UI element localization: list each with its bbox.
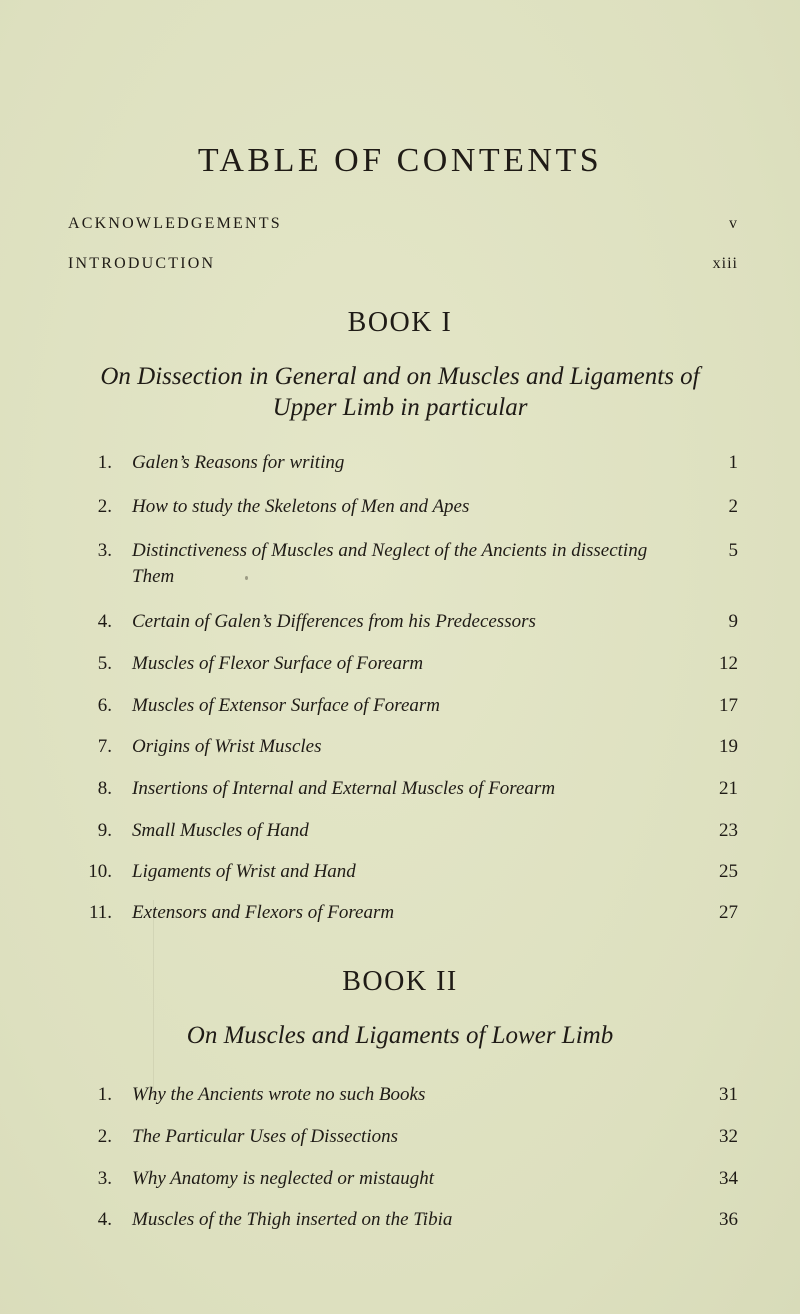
- book-heading: BOOK II: [342, 966, 458, 997]
- chapter-title: Muscles of Flexor Surface of Forearm: [132, 653, 424, 674]
- chapter-number: 1.: [97, 1084, 112, 1105]
- book-subtitle: On Muscles and Ligaments of Lower Limb: [186, 1022, 614, 1049]
- chapter-number: 6.: [97, 695, 112, 716]
- chapter-page: 23: [719, 820, 738, 841]
- book-heading: BOOK I: [347, 307, 453, 338]
- chapter-page: 25: [719, 861, 738, 882]
- chapter-number: 2.: [97, 1126, 112, 1147]
- chapter-page: 9: [728, 611, 738, 632]
- chapter-title: Origins of Wrist Muscles: [132, 736, 322, 757]
- page-title: TABLE OF CONTENTS: [197, 142, 603, 179]
- chapter-title: The Particular Uses of Dissections: [132, 1126, 398, 1147]
- chapter-title: Why the Ancients wrote no such Books: [132, 1084, 426, 1105]
- chapter-title: How to study the Skeletons of Men and Apes: [132, 496, 470, 517]
- chapter-number: 8.: [97, 778, 112, 799]
- chapter-number: 9.: [97, 820, 112, 841]
- chapter-page: 5: [728, 540, 738, 561]
- chapter-page: 12: [719, 653, 738, 674]
- front-matter-label: INTRODUCTION: [68, 255, 216, 272]
- book-subtitle: On Dissection in General and on Muscles and Ligaments of Upper Limb in particular: [100, 363, 700, 421]
- chapter-page: 2: [728, 496, 738, 517]
- chapter-title: Distinctiveness of Muscles and Neglect of the Ancients in dissecting Them: [132, 540, 648, 587]
- chapter-page: 34: [719, 1168, 738, 1189]
- chapter-number: 3.: [97, 1168, 112, 1189]
- chapter-title: Why Anatomy is neglected or mistaught: [132, 1168, 435, 1189]
- chapter-page: 27: [719, 902, 738, 923]
- chapter-page: 32: [719, 1126, 738, 1147]
- chapter-number: 4.: [97, 1209, 112, 1230]
- chapter-number: 1.: [97, 452, 112, 473]
- chapter-title: Insertions of Internal and External Muscles of Forearm: [132, 778, 556, 799]
- chapter-number: 2.: [97, 496, 112, 517]
- chapter-title: Certain of Galen’s Differences from his Predecessors: [132, 611, 536, 632]
- front-matter-page: xiii: [712, 255, 738, 272]
- chapter-number: 10.: [88, 861, 112, 882]
- front-matter-page: v: [729, 215, 738, 232]
- chapter-title: Muscles of Extensor Surface of Forearm: [132, 695, 440, 716]
- chapter-title: Extensors and Flexors of Forearm: [132, 902, 395, 923]
- front-matter-label: ACKNOWLEDGEMENTS: [68, 215, 282, 232]
- chapter-title: Galen’s Reasons for writing: [132, 452, 345, 473]
- chapter-number: 5.: [97, 653, 112, 674]
- paper-speck: [245, 576, 248, 580]
- page-crease: [153, 900, 154, 1100]
- chapter-page: 21: [719, 778, 738, 799]
- chapter-page: 1: [728, 452, 738, 473]
- chapter-page: 36: [719, 1209, 738, 1230]
- chapter-number: 4.: [97, 611, 112, 632]
- chapter-title: Ligaments of Wrist and Hand: [132, 861, 356, 882]
- chapter-title: Muscles of the Thigh inserted on the Tibia: [132, 1209, 453, 1230]
- chapter-number: 3.: [97, 540, 112, 561]
- chapter-number: 11.: [88, 902, 112, 923]
- chapter-page: 17: [719, 695, 738, 716]
- chapter-page: 19: [719, 736, 738, 757]
- chapter-page: 31: [719, 1084, 738, 1105]
- chapter-title: Small Muscles of Hand: [132, 820, 309, 841]
- chapter-number: 7.: [97, 736, 112, 757]
